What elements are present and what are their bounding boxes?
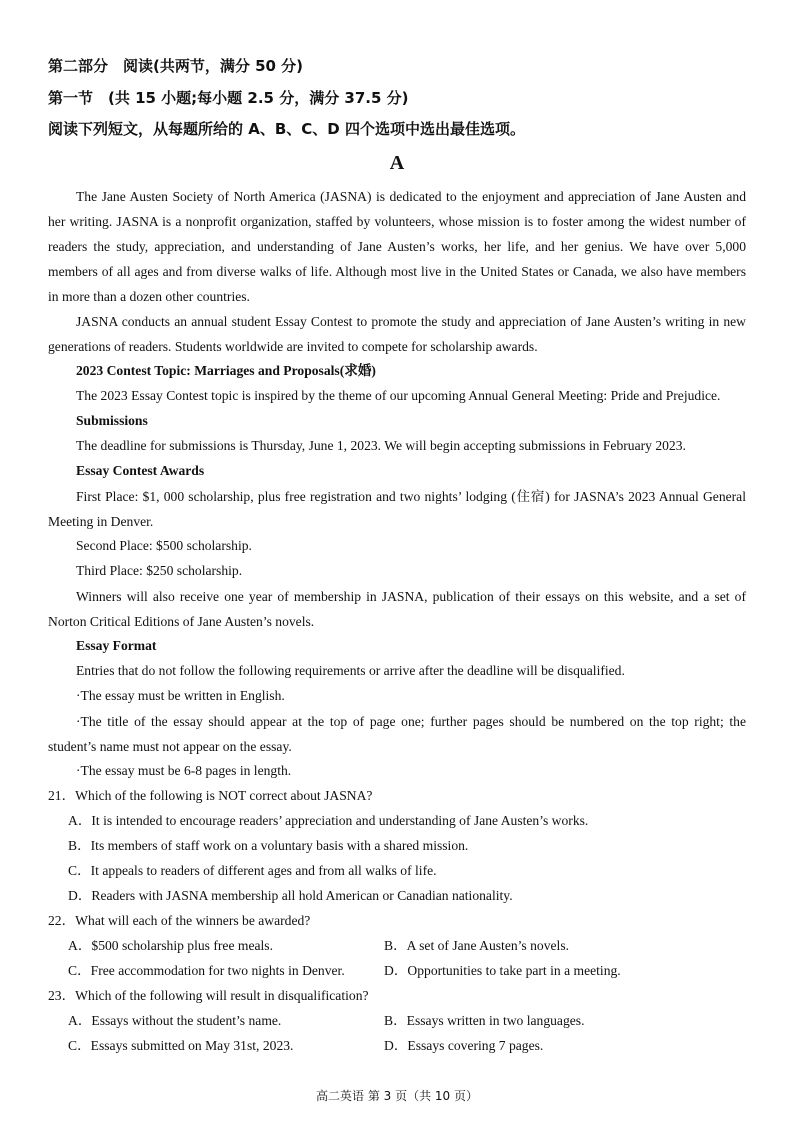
section-heading: 第一节 (共 15 小题;每小题 2.5 分，满分 37.5 分): [48, 89, 409, 107]
submissions-text: The deadline for submissions is Thursday, June 1, 2023. We will begin accepting submissions in February 2023.: [76, 438, 686, 453]
q22-option-b: B．A set of Jane Austen’s novels.: [384, 938, 570, 953]
q22-option-a: A．$500 scholarship plus free meals.: [68, 938, 273, 953]
instruction-text: 阅读下列短文，从每题所给的 A、B、C、D 四个选项中选出最佳选项。: [48, 120, 525, 138]
third-place-text: Third Place: $250 scholarship.: [76, 563, 243, 578]
second-place-text: Second Place: $500 scholarship.: [76, 538, 252, 553]
topic-text: The 2023 Essay Contest topic is inspired by the theme of our upcoming Annual General Meeting: Pride and Prejudice.: [76, 388, 721, 403]
q23-option-a: A．Essays without the student’s name.: [68, 1013, 282, 1028]
question-22: 22．What will each of the winners be awarded?: [48, 913, 311, 928]
passage-label: A: [389, 152, 405, 174]
q21-option-b: B．Its members of staff work on a voluntary basis with a shared mission.: [68, 838, 469, 853]
part-heading: 第二部分 阅读(共两节，满分 50 分): [48, 57, 304, 75]
passage-paragraph-2: JASNA conducts an annual student Essay Contest to promote the study and appreciation of Jane Austen’s writing in new generations of readers. Students worldwide are invited to compete for scholarship awards.: [48, 314, 746, 354]
q22-option-d: D．Opportunities to take part in a meeting.: [384, 963, 621, 978]
awards-heading: Essay Contest Awards: [76, 463, 205, 478]
q22-option-c: C．Free accommodation for two nights in Denver.: [68, 963, 345, 978]
q21-option-a: A．It is intended to encourage readers’ appreciation and understanding of Jane Austen’s works.: [68, 813, 589, 828]
first-place-text: First Place: $1, 000 scholarship, plus free registration and two nights’ lodging (住宿) for JASNA’s 2023 Annual General Meeting in Denver.: [48, 489, 746, 529]
passage-paragraph-1: The Jane Austen Society of North America (JASNA) is dedicated to the enjoyment and appreciation of Jane Austen and her writing. JASNA is a nonprofit organization, staffed by volunteers, whose mission is to foster among the widest number of readers the study, appreciation, and understanding of Jane Austen’s works, her life, and her genius. We have over 5,000 members of all ages and from diverse walks of life. Although most live in the United States or Canada, we also have members in more than a dozen other countries.: [48, 189, 746, 304]
question-23: 23．Which of the following will result in disqualification?: [48, 988, 369, 1003]
q23-option-c: C．Essays submitted on May 31st, 2023.: [68, 1038, 294, 1053]
requirement-2: ·The title of the essay should appear at the top of page one; further pages should be numbered on the top right; the student’s name must not appear on the essay.: [48, 714, 746, 754]
q21-option-c: C．It appeals to readers of different ages and from all walks of life.: [68, 863, 437, 878]
question-21: 21．Which of the following is NOT correct about JASNA?: [48, 788, 373, 803]
q23-option-b: B．Essays written in two languages.: [384, 1013, 585, 1028]
page-footer: 高二英语 第 3 页（共 10 页）: [316, 1089, 478, 1103]
topic-heading: 2023 Contest Topic: Marriages and Proposals(求婚): [76, 363, 376, 378]
q23-option-d: D．Essays covering 7 pages.: [384, 1038, 544, 1053]
requirement-3: ·The essay must be 6-8 pages in length.: [76, 763, 292, 778]
format-heading: Essay Format: [76, 638, 157, 653]
q21-option-d: D．Readers with JASNA membership all hold American or Canadian nationality.: [68, 888, 513, 903]
format-text: Entries that do not follow the following requirements or arrive after the deadline will be disqualified.: [76, 663, 625, 678]
winners-text: Winners will also receive one year of membership in JASNA, publication of their essays on this website, and a set of Norton Critical Editions of Jane Austen’s novels.: [48, 589, 746, 629]
requirement-1: ·The essay must be written in English.: [76, 688, 285, 703]
submissions-heading: Submissions: [76, 413, 148, 428]
